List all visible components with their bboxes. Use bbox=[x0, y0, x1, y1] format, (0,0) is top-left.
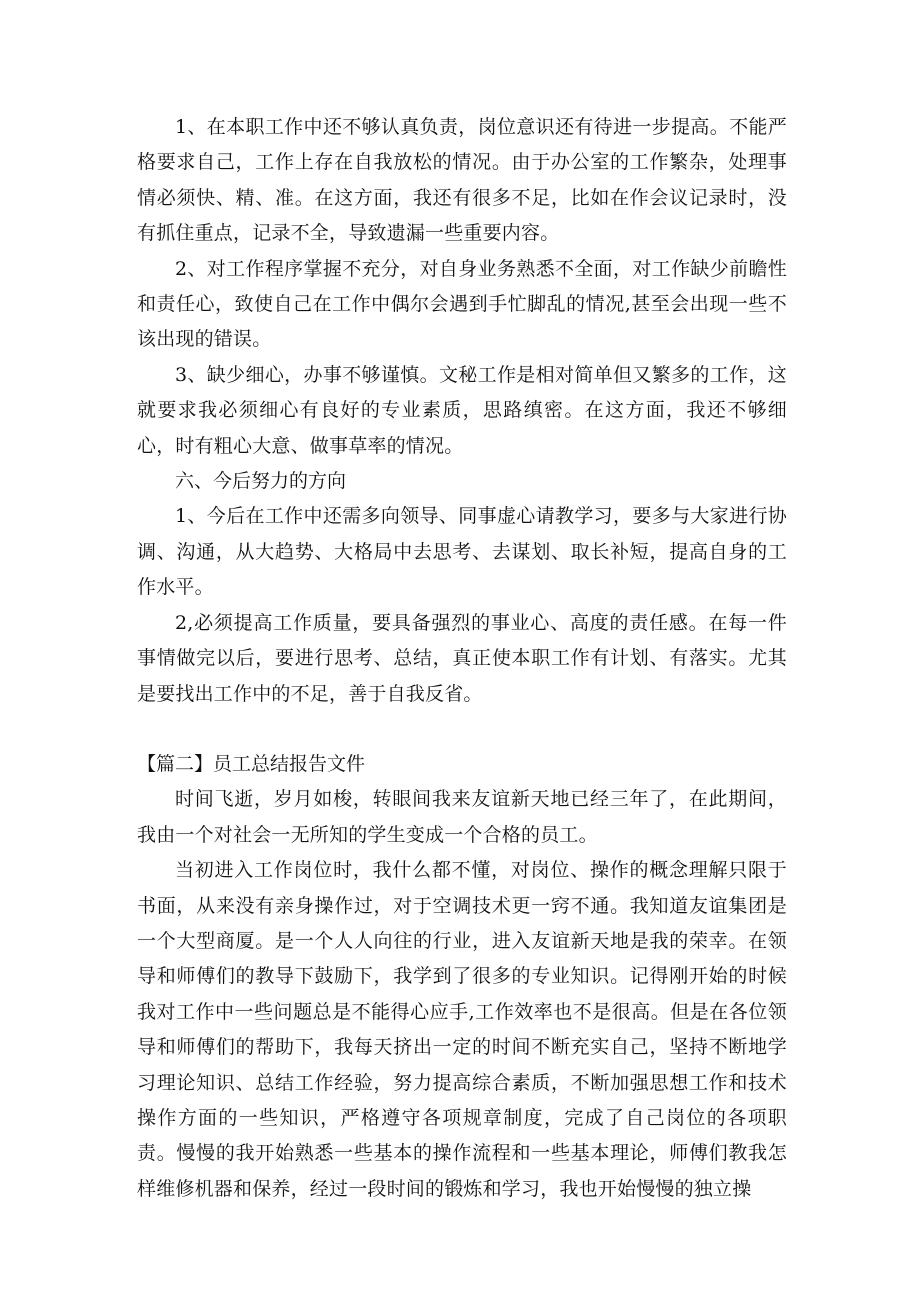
paragraph-article-intro: 时间飞逝，岁月如梭，转眼间我来友谊新天地已经三年了，在此期间，我由一个对社会一无所知的学生变成一个合格的员工。 bbox=[137, 788, 787, 846]
article-title: 【篇二】员工总结报告文件 bbox=[137, 752, 366, 775]
paragraph-shortcoming-2: 2、对工作程序掌握不充分，对自身业务熟悉不全面，对工作缺少前瞻性和责任心，致使自己在工作中偶尔会遇到手忙脚乱的情况,甚至会出现一些不该出现的错误。 bbox=[137, 257, 787, 351]
paragraph-direction-2: 2,必须提高工作质量，要具备强烈的事业心、高度的责任感。在每一件事情做完以后，要进行思考、总结，真正使本职工作有计划、有落实。尤其是要找出工作中的不足，善于自我反省。 bbox=[137, 611, 787, 705]
paragraph-shortcoming-3: 3、缺少细心，办事不够谨慎。文秘工作是相对简单但又繁多的工作，这就要求我必须细心有良好的专业素质，思路缜密。在这方面，我还不够细心，时有粗心大意、做事草率的情况。 bbox=[137, 363, 787, 457]
document-body bbox=[137, 110, 787, 1207]
paragraph-article-body: 当初进入工作岗位时，我什么都不懂，对岗位、操作的概念理解只限于书面，从来没有亲身操作过，对于空调技术更一窍不通。我知道友谊集团是一个大型商厦。是一个人人向往的行业，进入友谊新天地是我的荣幸。在领导和师傅们的教导下鼓励下，我学到了很多的专业知识。记得刚开始的时候我对工作中一些问题总是不能得心应手,工作效率也不是很高。但是在各位领导和师傅们的帮助下，我每天挤出一定的时间不断充实自己，坚持不断地学习理论知识、总结工作经验，努力提高综合素质，不断加强思想工作和技术操作方面的一些知识，严格遵守各项规章制度，完成了自己岗位的各项职责。慢慢的我开始熟悉一些基本的操作流程和一些基本理论，师傅们教我怎样维修机器和保养，经过一段时间的锻炼和学习，我也开始慢慢的独立操 bbox=[137, 859, 787, 1200]
section-heading-future-direction: 六、今后努力的方向 bbox=[175, 470, 347, 493]
section-spacer bbox=[137, 712, 787, 747]
paragraph-direction-1: 1、今后在工作中还需多向领导、同事虚心请教学习，要多与大家进行协调、沟通，从大趋势、大格局中去思考、去谋划、取长补短，提高自身的工作水平。 bbox=[137, 505, 787, 599]
paragraph-shortcoming-1: 1、在本职工作中还不够认真负责，岗位意识还有待进一步提高。不能严格要求自己，工作上存在自我放松的情况。由于办公室的工作繁杂，处理事情必须快、精、准。在这方面，我还有很多不足，比如在作会议记录时，没有抓住重点，记录不全，导致遗漏一些重要内容。 bbox=[137, 116, 787, 245]
